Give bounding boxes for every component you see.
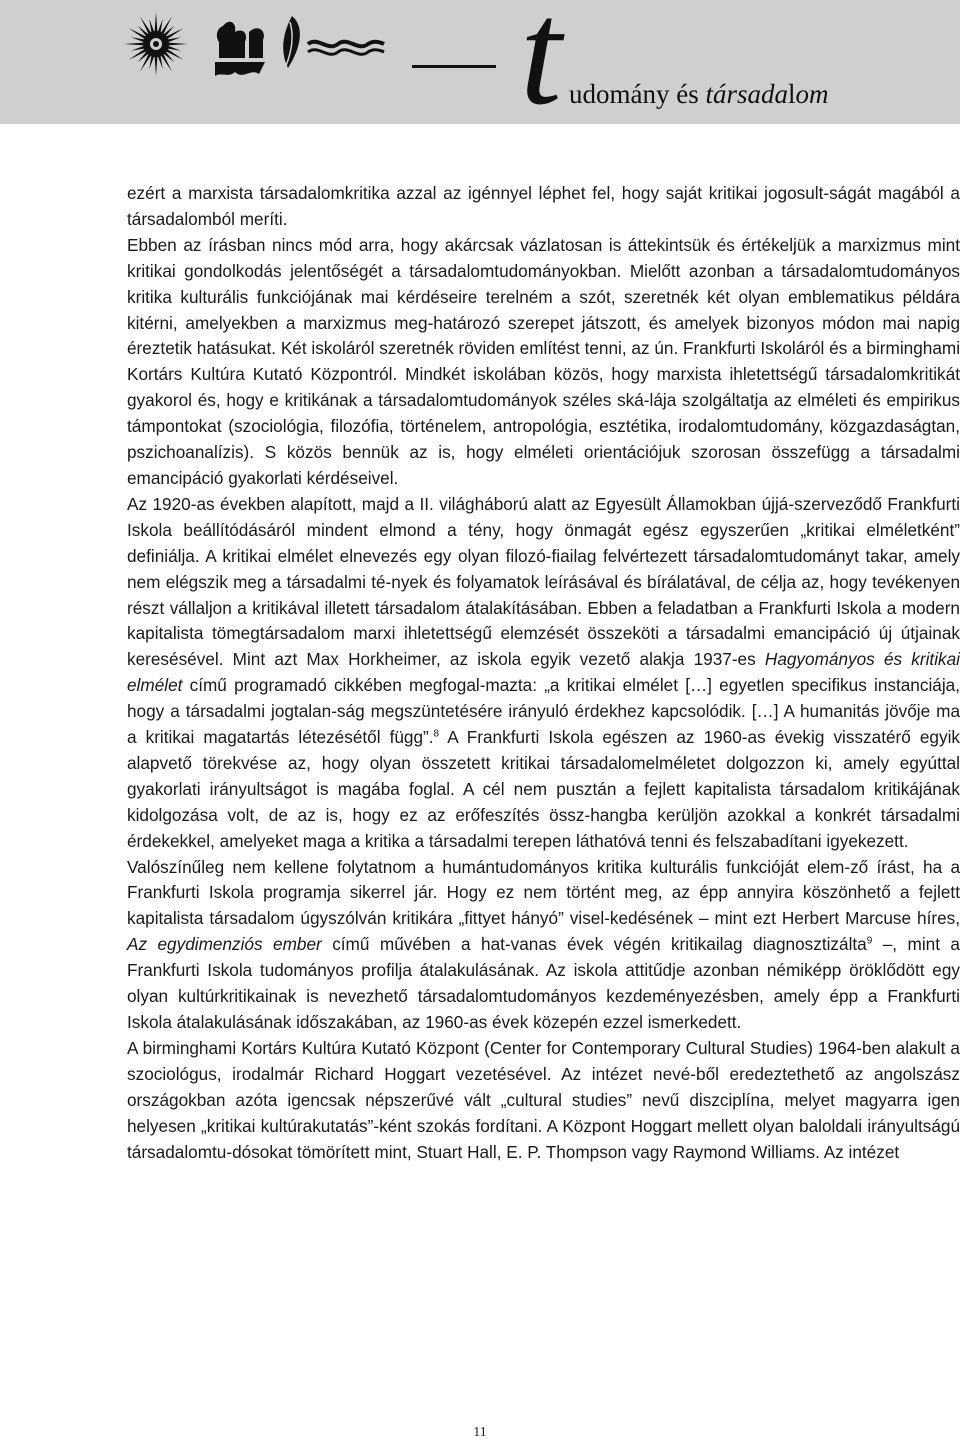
- text-segment: Ebben az írásban nincs mód arra, hogy akárcsak vázlatosan is áttekintsük és értékeljük a marxizmus mint kritikai gondolkodás jelentőségét a társadalomtudományokban. Mielőtt azonban a társadalomtudományos kritika kulturális funkciójának mai kérdéseire terelném a szót, szeretnék két olyan emblematikus példára kitérni, amelyekben a marxizmus meg-határozó szerepet játszott, és amelyek bizonyos módon mai napig éreztetik hatásukat. Két iskoláról szeretnék röviden említést tenni, az ún. Frankfurti Iskoláról és a birminghami Kortárs Kultúra Kutató Központról. Mindkét iskolában közös, hogy marxista ihletettségű társadalomkritikát gyakorol és, hogy e kritikának a társadalomtudományok széles ská-lája szolgáltatja az elméleti és empirikus támpontokat (szociológia, filozófia, történelem, antropológia, esztétika, irodalomtudomány, közgazdaságtan, pszichoanalízis). S közös bennük az is, hogy elméleti orientációjuk szorosan összefügg a társadalmi emancipáció gyakorlati kérdéseivel.: [127, 234, 960, 488]
- sunburst-ray: [140, 54, 151, 72]
- text-segment: A birminghami Kortárs Kultúra Kutató Központ (Center for Contemporary Cultural Studies) 1964-ben alakult a szociológus, irodalmár Richard Hoggart vezetésével. Az intézet nevé-ből eredeztethető az angolszász országokban azóta igencsak népszerűvé vált „cultural studies” nevű diszciplína, melyet magyarra igen helyesen „kritikai kultúrakutatás”-ként szokás fordítani. A Központ Hoggart mellett olyan baloldali irányultságú társadalomtu-dósokat tömörített mint, Stuart Hall, E. P. Thompson vagy Raymond Williams. Az intézet: [127, 1037, 960, 1162]
- text-segment: –, mint a Frankfurti Iskola tudományos profilja átalakulásának. Az iskola attitűdje azonban némiképp öröklődött egy olyan kultúrkritikainak is nevezhető társadalomtudományos kezdeményezésben, amely épp a Frankfurti Iskola átalakulásának időszakában, az 1960-as évek közepén ezzel ismerkedett.: [127, 934, 960, 1032]
- sunburst-ray: [167, 37, 181, 42]
- sunburst-ray: [168, 43, 188, 46]
- paragraph: [127, 233, 960, 492]
- journal-header-band: [0, 0, 960, 136]
- article-body: [127, 181, 960, 1165]
- sunburst-ray: [167, 46, 181, 51]
- wave-ornament-icon: [308, 42, 384, 55]
- italic-title: Az egydimenziós ember: [127, 934, 322, 955]
- text-segment: Valószínűleg nem kellene folytatnom a humántudományos kritika kulturális funkcióját elem-ző írást, ha a Frankfurti Iskola programja sikerrel jár. Hogy ez nem történt meg, az épp annyira köszönhető a fejlett kapitalista társadalom úgyszólván kritikára „fittyet hányó” visel-kedésének – mint ezt Herbert Marcuse híres,: [127, 856, 960, 929]
- text-segment: című programadó cikkében megfogal-mazta: „a kritikai elmélet […] egyetlen specifikus instanciája, hogy a társadalmi jogtalan-ság megszüntetésére irányuló érdekhez kapcsolódik. […] A humanitás jövője ma a kritikai magatartás létezésétől függ”.: [127, 675, 960, 748]
- header-ornaments: [120, 8, 390, 88]
- text-segment: A Frankfurti Iskola egészen az 1960-as évekig visszatérő egyik alapvető törekvése az, hogy olyan összetett kritikai társadalomelméletet dolgozzon ki, amely egyúttal gyakorlati irányultságot is magába foglal. A cél nem pusztán a fejlett kapitalista társadalom kritikájának kidolgozása volt, de az is, hogy ez az erőfeszítés össz-hangba kerüljön azokkal a konkrét társadalmi érdekekkel, amelyeket maga a kritika a társadalmi terepen láthatóvá tenni és felszabadítani igyekezett.: [127, 727, 960, 851]
- italic-title: Hagyományos és kritikai elmélet: [127, 649, 960, 696]
- header-rule: [412, 65, 496, 68]
- title-part-4: om: [795, 79, 829, 109]
- journal-title: [569, 79, 829, 110]
- feather-ornament-icon: [283, 16, 300, 68]
- sunburst-ray: [128, 28, 146, 39]
- sunburst-ornament-icon: [124, 12, 188, 76]
- sunburst-ray: [131, 46, 145, 51]
- text-segment: című művében a hat-vanas évek végén kritikailag diagnosztizálta: [321, 934, 867, 955]
- text-segment: Az 1920-as években alapított, majd a II. világháború alatt az Egyesült Államokban újjá-szerveződő Frankfurti Iskola beállítódásáról mindent elmond a tény, hogy önmagát egész egyszerűen „kritikai elméletként” definiálja. A kritikai elmélet elnevezés egy olyan filozó-fiailag felvértezett társadalomtudományt takar, amely nem elégszik meg a társadalmi té-nyek és folyamatok leírásával és bírálatával, de célja az, hogy tevékenyen részt vállaljon a kritikával illetett társadalom átalakításában. Ebben a feladatban a Frankfurti Iskola a modern kapitalista tömegtársadalom marxi ihletettségű elemzését összeköti a társadalmi emancipáció új útjainak keresésével. Mint azt Max Horkheimer, az iskola egyik vezető alakja 1937-es: [127, 493, 960, 670]
- paragraph: [127, 1036, 960, 1166]
- sunburst-ray: [149, 19, 154, 33]
- title-part-3: l: [788, 79, 796, 109]
- sunburst-ray: [124, 43, 144, 46]
- sunburst-ray: [158, 55, 163, 69]
- sunburst-ray: [161, 54, 172, 72]
- footnote-ref: 8: [433, 728, 440, 740]
- paragraph: [127, 181, 960, 233]
- text-segment: ezért a marxista társadalomkritika azzal az igénnyel léphet fel, hogy saját kritikai jogosult-ságát magából a társadalomból meríti.: [127, 183, 960, 229]
- sunburst-ray: [161, 16, 172, 34]
- sunburst-ray: [158, 19, 163, 33]
- sunburst-ray: [149, 55, 154, 69]
- title-part-1: udomány és: [569, 79, 706, 109]
- sunburst-ray: [166, 49, 184, 60]
- header-drop-letter: t: [520, 0, 558, 136]
- sunburst-ray: [140, 16, 151, 34]
- sunburst-ray: [128, 49, 146, 60]
- sunburst-ray: [155, 56, 158, 76]
- sunburst-ray: [131, 37, 145, 42]
- footnote-ref: 9: [866, 935, 873, 947]
- tree-reflection-ornament-icon: [215, 22, 265, 76]
- page-number: 11: [473, 1425, 487, 1440]
- paragraph: [127, 492, 960, 855]
- sunburst-ray: [166, 28, 184, 39]
- title-part-2: társada: [705, 79, 789, 109]
- sunburst-ray: [155, 12, 158, 32]
- paragraph: [127, 855, 960, 1036]
